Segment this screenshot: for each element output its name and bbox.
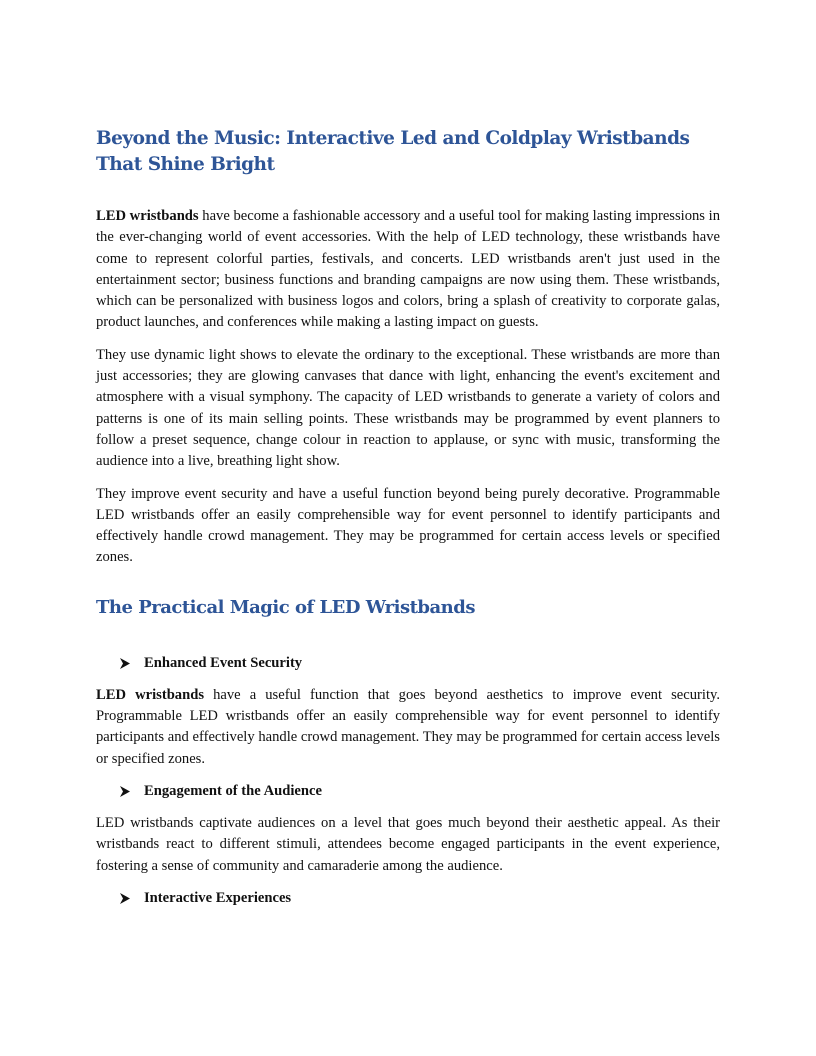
bullet-item-audience-engagement: [120, 781, 720, 802]
paragraph-text: have a useful function that goes beyond aesthetics to improve event security. Programmable LED wristbands offer an easily comprehensible way for event personnel to identify participants and effectively handle crowd management. They may be programmed for certain access levels or specified zones.: [96, 686, 720, 767]
item-paragraph-security: [96, 685, 720, 770]
intro-paragraph-3: They improve event security and have a useful function beyond being purely decorative. Programmable LED wristbands offer an easily comprehensible way for event personnel to identify participants and effectively handle crowd management. They may be programmed for certain access levels or specified zones.: [96, 485, 720, 566]
bullet-item-enhanced-security: [120, 653, 720, 674]
item-paragraph-engagement: LED wristbands captivate audiences on a level that goes much beyond their aesthetic appeal. As their wristbands react to different stimuli, attendees become engaged participants in the event experience, fostering a sense of community and camaraderie among the audience.: [96, 814, 720, 874]
arrowhead-bullet-icon: [120, 786, 144, 797]
bold-lead: LED wristbands: [96, 686, 205, 703]
bold-lead: LED wristbands: [96, 208, 199, 224]
paragraph-text: have become a fashionable accessory and a useful tool for making lasting impressions in the ever-changing world of event accessories. With the help of LED technology, these wristbands have come to represent colorful parties, festivals, and concerts. LED wristbands aren't just used in the entertainment sector; business functions and branding campaigns are now using them. These wristbands, which can be personalized with business logos and colors, bring a splash of creativity to corporate galas, product launches, and conferences while making a lasting impact on guests.: [96, 208, 720, 331]
section-heading: The Practical Magic of LED Wristbands: [96, 596, 475, 618]
arrowhead-bullet-icon: [120, 893, 144, 904]
bullet-heading: Engagement of the Audience: [144, 782, 322, 799]
bullet-heading: Enhanced Event Security: [144, 654, 303, 671]
intro-paragraph-1: [96, 206, 720, 334]
document-title: Beyond the Music: Interactive Led and Coldplay Wristbands That Shine Bright: [96, 128, 690, 175]
bullet-item-interactive-experiences: [120, 888, 720, 909]
document-body: [96, 126, 720, 920]
bullet-heading: Interactive Experiences: [144, 889, 292, 906]
intro-paragraph-2: They use dynamic light shows to elevate the ordinary to the exceptional. These wristbands are more than just accessories; they are glowing canvases that dance with light, enhancing the event's excitement and atmosphere with a visual symphony. The capacity of LED wristbands to generate a variety of colors and patterns is one of its main selling points. These wristbands may be programmed by event planners to follow a preset sequence, change colour in reaction to applause, or sync with music, transforming the audience into a live, breathing light show.: [96, 346, 720, 470]
arrowhead-bullet-icon: [120, 658, 144, 669]
